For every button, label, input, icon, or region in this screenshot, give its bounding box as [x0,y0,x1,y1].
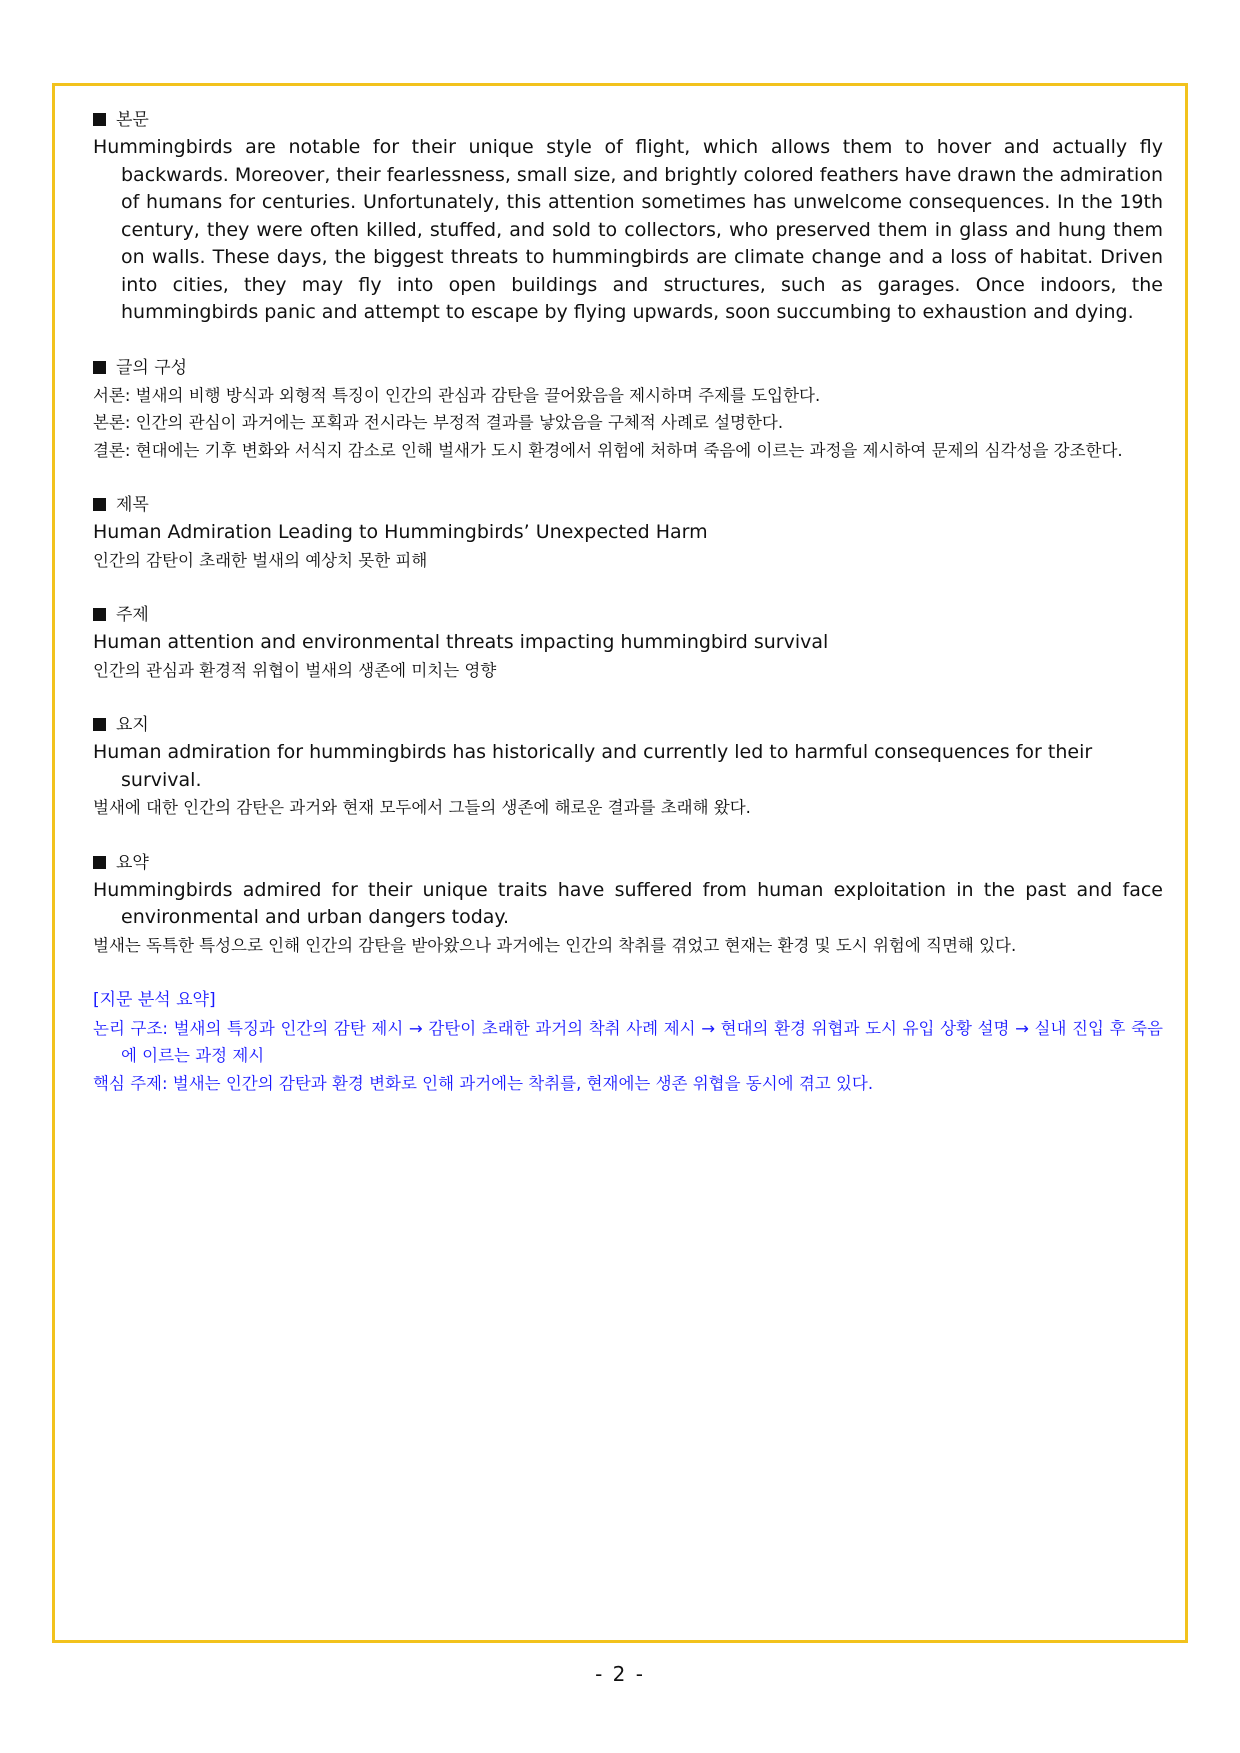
topic-english: Human attention and environmental threats impacting hummingbird survival [93,631,829,653]
section-summary [93,850,1163,960]
summary-english: Hummingbirds admired for their unique traits have suffered from human exploitation in the past and face environmental and urban dangers today. [93,878,1163,928]
title-english: Human Admiration Leading to Hummingbirds’ Unexpected Harm [93,521,708,543]
gist-english: Human admiration for hummingbirds has historically and currently led to harmful consequences for their survival. [93,741,1093,791]
analysis-summary [93,987,1163,1097]
gist-korean: 벌새에 대한 인간의 감탄은 과거와 현재 모두에서 그들의 생존에 해로운 결과를 초래해 왔다. [93,798,751,817]
heading-label: 제목 [116,495,149,515]
square-bullet-icon [93,608,106,621]
heading-label: 주제 [116,605,149,625]
section-topic [93,602,1163,684]
heading-label: 글의 구성 [116,357,188,378]
analysis-logic-structure: 논리 구조: 벌새의 특징과 인간의 감탄 제시 → 감탄이 초래한 과거의 착취 사례 제시 → 현대의 환경 위협과 도시 유입 상황 설명 → 실내 진입 후 죽음에 이르는 과정 제시 [93,1018,1163,1065]
structure-main: 본론: 인간의 관심이 과거에는 포획과 전시라는 부정적 결과를 낳았음을 구체적 사례로 설명한다. [93,413,784,432]
section-heading [93,355,1163,382]
square-bullet-icon [93,361,106,374]
section-heading [93,107,1163,134]
section-body [93,107,1163,327]
content-area [93,107,1163,1097]
heading-label: 요약 [116,852,149,873]
section-heading [93,712,1163,739]
square-bullet-icon [93,856,106,869]
section-heading [93,492,1163,519]
analysis-heading: [지문 분석 요약] [93,990,216,1010]
section-gist [93,712,1163,822]
heading-label: 요지 [116,715,149,735]
section-structure [93,355,1163,465]
section-heading [93,850,1163,877]
body-passage: Hummingbirds are notable for their unique style of flight, which allows them to hover and actually fly backwards. Moreover, their fearlessness, small size, and brightly colored feathers have drawn the admiration of humans for centuries. Unfortunately, this attention sometimes has unwelcome consequences. In the 19th century, they were often killed, stuffed, and sold to collectors, who preserved them in glass and hung them on walls. These days, the biggest threats to hummingbirds are climate change and a loss of habitat. Driven into cities, they may fly into open buildings and structures, such as garages. Once indoors, the hummingbirds panic and attempt to escape by flying upwards, soon succumbing to exhaustion and dying. [93,136,1164,323]
square-bullet-icon [93,113,106,126]
summary-korean: 벌새는 독특한 특성으로 인해 인간의 감탄을 받아왔으나 과거에는 인간의 착취를 겪었고 현재는 환경 및 도시 위험에 직면해 있다. [93,935,1017,955]
heading-label: 본문 [116,110,149,130]
analysis-core-topic: 핵심 주제: 벌새는 인간의 감탄과 환경 변화로 인해 과거에는 착취를, 현재에는 생존 위협을 동시에 겪고 있다. [93,1073,874,1093]
square-bullet-icon [93,498,106,511]
title-korean: 인간의 감탄이 초래한 벌새의 예상치 못한 피해 [93,550,428,570]
section-title [93,492,1163,574]
structure-intro: 서론: 벌새의 비행 방식과 외형적 특징이 인간의 관심과 감탄을 끌어왔음을 제시하며 주제를 도입한다. [93,385,821,405]
section-heading [93,602,1163,629]
page-number: - 2 - [595,1662,645,1686]
square-bullet-icon [93,718,106,731]
structure-conclusion: 결론: 현대에는 기후 변화와 서식지 감소로 인해 벌새가 도시 환경에서 위험에 처하며 죽음에 이르는 과정을 제시하여 문제의 심각성을 강조한다. [93,440,1123,460]
topic-korean: 인간의 관심과 환경적 위협이 벌새의 생존에 미치는 영향 [93,660,497,680]
